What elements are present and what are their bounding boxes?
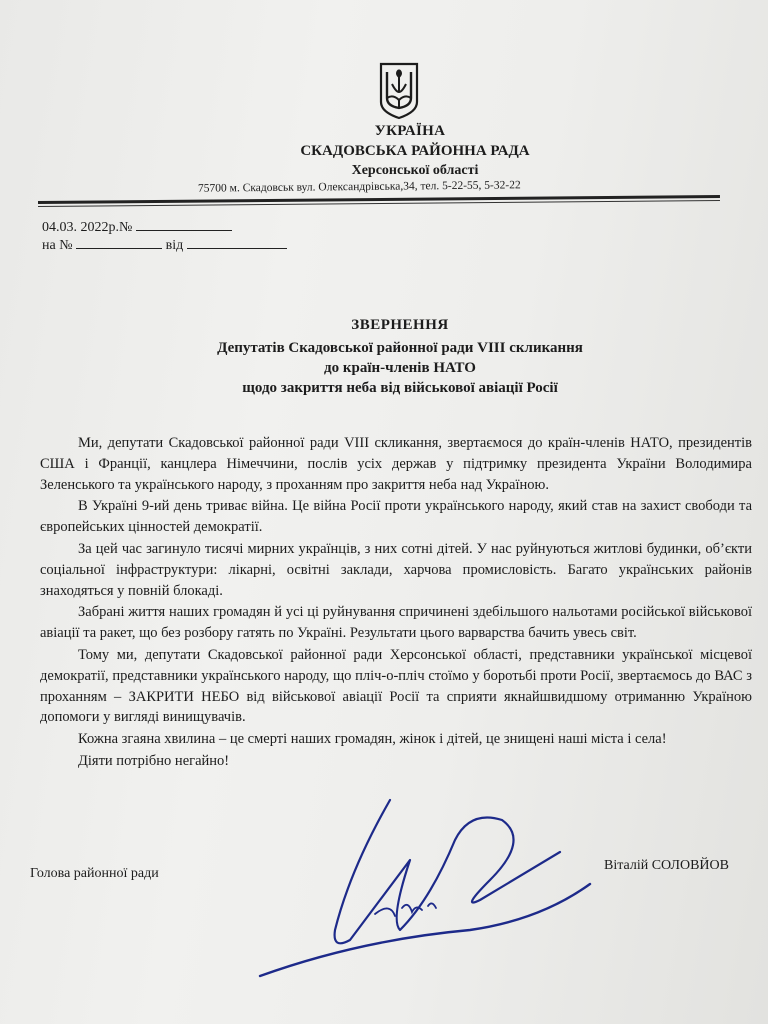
outgoing-number-line — [42, 218, 232, 236]
trident-emblem-icon — [378, 62, 420, 120]
date-number-label: 04.03. 2022р.№ — [42, 220, 133, 235]
handwritten-signature — [240, 780, 600, 980]
body-paragraph: Тому ми, депутати Скадовської районної ради Херсонської області, представники української місцевої демократії, представники українського народу, що пліч-о-пліч стоїмо у боротьбі проти Росії, звертаємось до ВАС з проханням – ЗАКРИТИ НЕБО від військової авіації Росії та сприяти якнайшвидшому отриманню Україною допомоги у вигляді винищувачів. — [40, 646, 752, 726]
body-paragraph: Кожна згаяна хвилина – це смерті наших громадян, жінок і дітей, це знищені наші міста і села! — [78, 731, 667, 748]
council-address: 75700 м. Скадовськ вул. Олександрівська,34, тел. 5-22-55, 5-32-22 — [197, 179, 521, 195]
body-paragraph: Ми, депутати Скадовської районної ради VIII скликання, звертаємося до країн-членів НАТО, президентів США і Франції, канцлера Німеччини, послів усіх держав у підтримку президента України Володимира Зеленського та українського народу, з проханням про закриття неба над Україною. — [40, 435, 752, 493]
body-paragraph: За цей час загинуло тисячі мирних українців, з них сотні дітей. У нас руйнуються житлові будинки, об’єкти соціальної інфраструктури: лікарні, освітні заклади, харчова промисловість. Багато українських районів знаходяться у повній блокаді. — [40, 540, 752, 599]
body-paragraph: Діяти потрібно негайно! — [78, 752, 230, 769]
ref-date-blank — [187, 236, 287, 249]
council-heading: СКАДОВСЬКА РАЙОННА РАДА — [300, 143, 530, 159]
ref-from-label: від — [165, 238, 184, 253]
title-line-4: щодо закриття неба від військової авіації Росії — [242, 380, 558, 396]
ref-prefix-label: на № — [42, 238, 73, 253]
signatory-name: Віталій СОЛОВЙОВ — [604, 858, 729, 873]
title-line-2: Депутатів Скадовської районної ради VIII скликання — [217, 340, 583, 356]
document-title: ЗВЕРНЕННЯ — [351, 317, 449, 333]
ref-number-blank — [76, 236, 162, 249]
number-blank — [136, 218, 232, 231]
body-paragraph: Забрані життя наших громадян й усі ці руйнування спричинені здебільшого нальотами російської військової авіації та ракет, що без розбору гатять по Україні. Результати цього варварства бачить увесь світ. — [40, 604, 752, 642]
body-paragraph: В Україні 9-ий день триває війна. Це війна Росії проти українського народу, який став на захист свободи та європейських цінностей демократії. — [40, 498, 752, 536]
region-heading: Херсонської області — [351, 163, 479, 178]
reference-line — [42, 236, 287, 254]
title-line-3: до країн-членів НАТО — [324, 360, 476, 376]
signatory-position: Голова районної ради — [30, 866, 159, 881]
country-heading: УКРАЇНА — [374, 123, 446, 139]
appeal-body — [40, 433, 752, 773]
